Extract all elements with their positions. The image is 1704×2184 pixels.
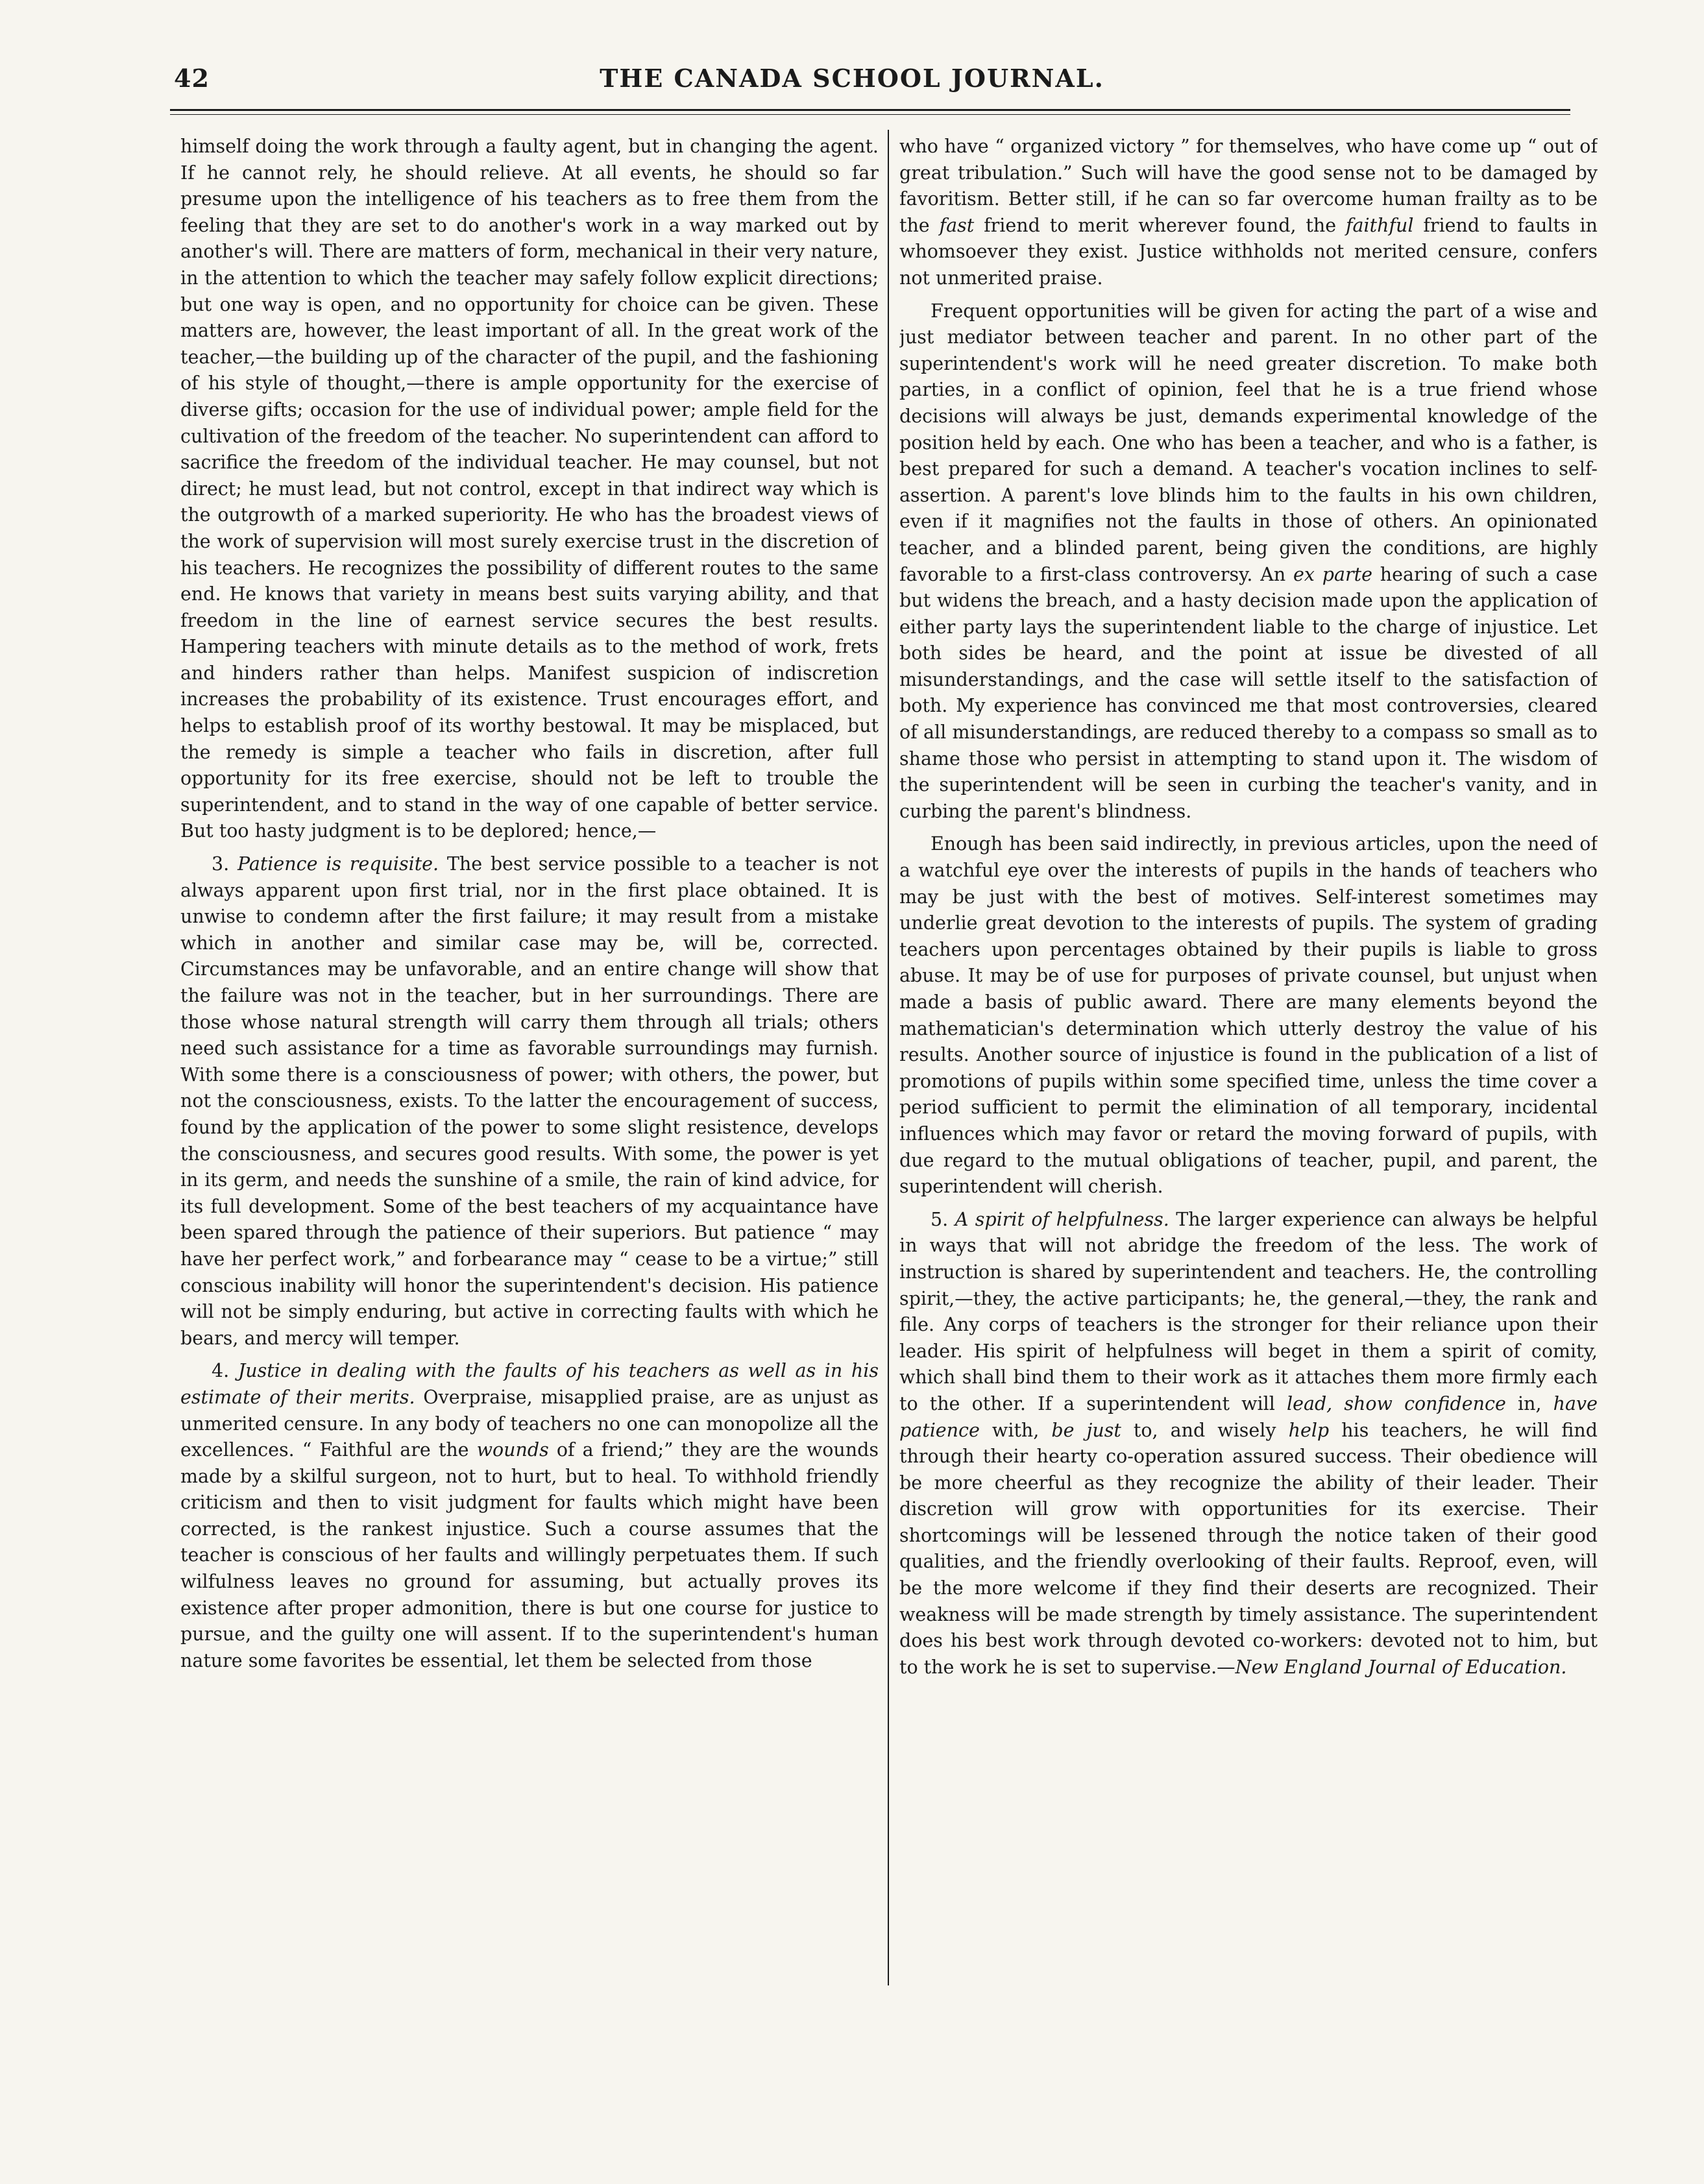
left-paragraph-justice	[180, 1358, 879, 1674]
paragraph-text: hearing of such a case but widens the breach, and a hasty decision made upon the application of either party lays the superintendent liable to the charge of injustice. Let both sides be heard, and the point at issue be divested of all misunderstandings, and the case will settle itself to the satisfaction of both. My experience has convinced me that most controversies, cleared of all misunderstandings, are reduced thereby to a compass so small as to shame those who persist in attempting to stand upon it. The wisdom of the superintendent will be seen in curbing the teacher's vanity, and in curbing the parent's blindness.	[899, 563, 1598, 822]
paragraph-text	[1332, 1393, 1344, 1414]
section-heading: A spirit of helpfulness.	[955, 1208, 1169, 1230]
paragraph-text: to, and wisely	[1121, 1419, 1289, 1441]
paragraph-text: Overpraise, misapplied praise, are as unjust as unmerited censure. In any body of teachers no one can monopolize all the excellences. “ Faithful are the	[180, 1386, 879, 1461]
header-rule-thin	[170, 114, 1570, 115]
paragraph-text: who have “ organized victory ” for themselves, who have come up “ out of great tribulation.” Such will have the good sense not to be damaged by favoritism. Better still, if he can so far overcome human frailty as to be the	[899, 136, 1598, 236]
emphasis: help	[1288, 1419, 1330, 1441]
left-column	[180, 134, 879, 1989]
source-citation: New England Journal of Education.	[1235, 1656, 1567, 1678]
right-column	[899, 134, 1598, 1989]
section-heading: Justice in dealing with the faults of his teachers as well as in his estimate of their merits.	[180, 1360, 879, 1408]
paragraph-text: friend to merit wherever found, the	[974, 214, 1346, 236]
paragraph-text: Frequent opportunities will be given for acting the part of a wise and just mediator between teacher and parent. In no other part of the superintendent's work will he need greater discretion. To make both parties, in a conflict of opinion, feel that he is a true friend whose decisions will always be just, demands experimental knowledge of the position held by each. One who has been a teacher, and who is a father, is best prepared for such a demand. A teacher's vocation inclines to self-assertion. A parent's love blinds him to the faults in his own children, even if it magnifies not the faults in those of others. An opinionated teacher, and a blinded parent, being given the conditions, are highly favorable to a first-class controversy. An	[899, 300, 1598, 585]
paragraph-text: of a friend;” they are the wounds made by a skilful surgeon, not to hurt, but to heal. To withhold friendly criticism and then to visit judgment for faults which might have been corrected, is the rankest injustice. Such a course assumes that the teacher is conscious of her faults and willingly perpetuates them. If such wilfulness leaves no ground for assuming, but actually proves its existence after proper admonition, there is but one course for justice to pursue, and the guilty one will assent. If to the superintendent's human nature some favorites be essential, let them be selected from those	[180, 1439, 879, 1671]
emphasis: faithful	[1346, 214, 1414, 236]
emphasis: ex parte	[1293, 563, 1372, 585]
left-paragraph-patience	[180, 851, 879, 1352]
header-rule	[170, 109, 1570, 111]
section-number: 3.	[212, 853, 237, 875]
right-paragraph-mediator	[899, 298, 1598, 825]
right-paragraph-interests: Enough has been said indirectly, in previous articles, upon the need of a watchful eye over the interests of pupils in the hands of teachers who may be just with the best of motives. Self-interest sometimes may underlie great devotion to the interests of pupils. The system of grading teachers upon percentages obtained by their pupils is liable to gross abuse. It may be of use for purposes of private counsel, but unjust when made a basis of public award. There are many elements beyond the mathematician's determination which utterly destroy the value of his results. Another source of injustice is found in the publication of a list of promotions of pupils within some specified time, unless the time cover a period sufficient to permit the elimination of all temporary, incidental influences which may favor or retard the moving forward of pupils, with due regard to the mutual obligations of teacher, pupil, and parent, the superintendent will cherish.	[899, 833, 1598, 1198]
paragraph-text: The larger experience can always be helpful in ways that will not abridge the freedom of the less. The work of instruction is shared by superintendent and teachers. He, the controlling spirit,—they, the active participants; he, the general,—they, the rank and file. Any corps of teachers is the stronger for their reliance upon their leader. His spirit of helpfulness will beget in them a spirit of comity, which shall bind them to their work as it attaches them more firmly each to the other. If a superintendent will	[899, 1208, 1598, 1414]
right-paragraph-helpfulness	[899, 1207, 1598, 1681]
paragraph-text: his teachers, he will find through their hearty co-operation assured success. Their obedience will be more cheerful as they recognize the ability of their leader. Their discretion will grow with opportunities for its exercise. Their shortcomings will be lessened through the notice taken of their good qualities, and the friendly overlooking of their faults. Reproof, even, will be the more welcome if they find their deserts are recognized. Their weakness will be made strength by timely assistance. The superintendent does his best work through devoted co-workers: devoted not to him, but to the work he is set to supervise.—	[899, 1419, 1598, 1678]
paragraph-text: in,	[1505, 1392, 1553, 1414]
section-heading: Patience is requisite.	[237, 853, 439, 875]
emphasis: fast	[939, 214, 975, 236]
emphasis: have patience	[899, 1392, 1598, 1441]
paragraph-text: with,	[979, 1419, 1052, 1441]
right-paragraph-1	[899, 134, 1598, 292]
emphasis: be just	[1051, 1419, 1121, 1441]
emphasis: lead,	[1286, 1392, 1333, 1414]
emphasis: show confidence	[1344, 1392, 1506, 1414]
paragraph-text: friend to faults in whomsoever they exist. Justice withholds not merited censure, confers not unmerited praise.	[899, 214, 1598, 289]
emphasis: wounds	[476, 1439, 549, 1461]
section-number: 4.	[212, 1360, 238, 1382]
page-number: 42	[174, 64, 210, 93]
left-paragraph-1: himself doing the work through a faulty agent, but in changing the agent. If he cannot rely, he should relieve. At all events, he should so far presume upon the intelligence of his teachers as to free them from the feeling that they are set to do another's work in a way marked out by another's will. There are matters of form, mechanical in their very nature, in the attention to which the teacher may safely follow explicit directions; but one way is open, and no opportunity for choice can be given. These matters are, however, the least important of all. In the great work of the teacher,—the building up of the character of the pupil, and the fashioning of his style of thought,—there is ample opportunity for the exercise of diverse gifts; occasion for the use of individual power; ample field for the cultivation of the freedom of the teacher. No superintendent can afford to sacrifice the freedom of the individual teacher. He may counsel, but not direct; he must lead, but not control, except in that indirect way which is the outgrowth of a marked superiority. He who has the broadest views of the work of supervision will most surely exercise trust in the discretion of his teachers. He recognizes the possibility of different routes to the same end. He knows that variety in means best suits varying ability, and that freedom in the line of earnest service secures the best results. Hampering teachers with minute details as to the method of work, frets and hinders rather than helps. Manifest suspicion of indiscretion increases the probability of its existence. Trust encourages effort, and helps to establish proof of its worthy bestowal. It may be misplaced, but the remedy is simple a teacher who fails in discretion, after full opportunity for its free exercise, should not be left to trouble the superintendent, and to stand in the way of one capable of better service. But too hasty judgment is to be deplored; hence,—	[180, 136, 879, 842]
running-head: THE CANADA SCHOOL JOURNAL.	[600, 64, 1104, 93]
column-divider	[888, 130, 889, 1985]
paragraph-text: The best service possible to a teacher is not always apparent upon first trial, nor in the first place obtained. It is unwise to condemn after the first failure; it may result from a mistake which in another and similar case may be, will be, corrected. Circumstances may be unfavorable, and an entire change will show that the failure was not in the teacher, but in her surroundings. There are those whose natural strength will carry them through all trials; others need such assistance for a time as favorable surroundings may furnish. With some there is a consciousness of power; with others, the power, but not the consciousness, exists. To the latter the encouragement of success, found by the application of the power to some slight resistence, develops the consciousness, and secures good results. With some, the power is yet in its germ, and needs the sunshine of a smile, the rain of kind advice, for its full development. Some of the best teachers of my acquaintance have been spared through the patience of their superiors. But patience “ may have her perfect work,” and forbearance may “ cease to be a virtue;” still conscious inability will honor the superintendent's decision. His patience will not be simply enduring, but active in correcting faults with which he bears, and mercy will temper.	[180, 853, 879, 1349]
section-number: 5.	[931, 1208, 955, 1230]
